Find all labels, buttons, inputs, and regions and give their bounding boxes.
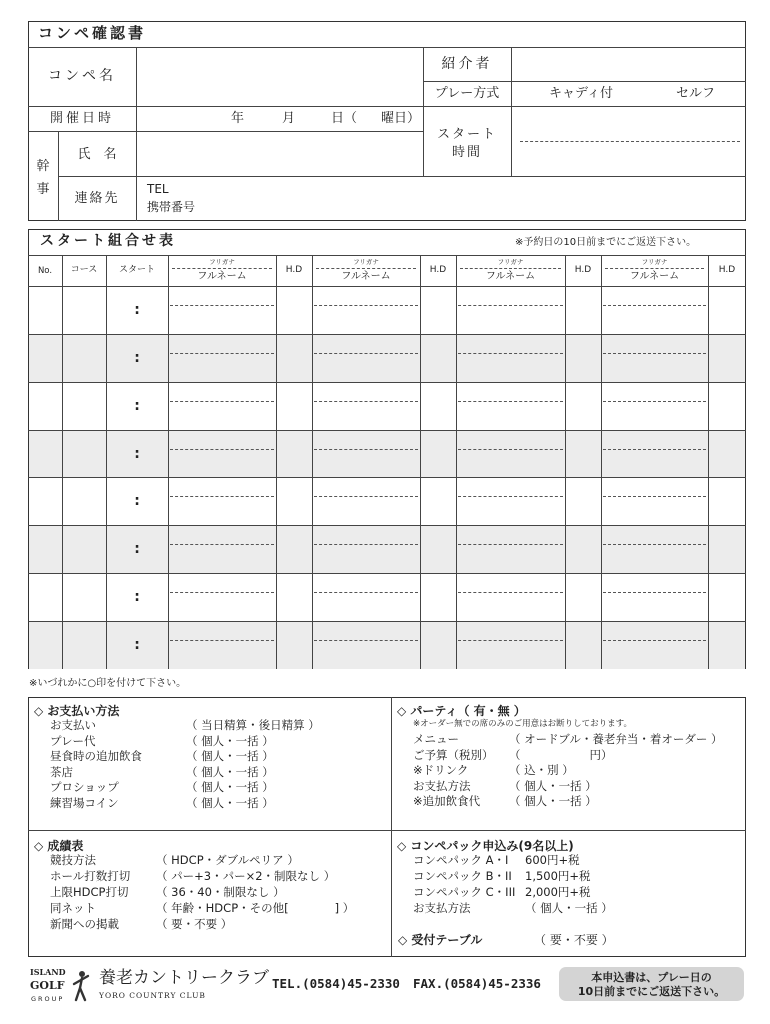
introducer-label: 紹介者 <box>441 56 493 72</box>
contact-label: 連絡先 <box>74 191 120 206</box>
date-weekday-unit: 曜日） <box>381 111 421 126</box>
furigana-line[interactable] <box>314 544 418 545</box>
golfer-icon <box>70 970 92 1002</box>
option-value[interactable]: （ 個人・一括 ） <box>186 795 274 810</box>
section-title <box>397 705 526 717</box>
option-value[interactable]: （ 要・不要 ） <box>156 917 233 931</box>
option-label: お支払方法 <box>413 778 471 793</box>
furigana-line[interactable] <box>314 449 418 450</box>
logo-text-bottom: GROUP <box>31 995 65 1003</box>
start-table-title: スタート組合せ表 <box>40 233 176 249</box>
row-divider <box>28 525 746 526</box>
option-value[interactable]: （ HDCP・ダブルペリア ） <box>156 853 299 867</box>
compe-name-label: コンペ名 <box>48 68 116 84</box>
header-hd: H.D <box>718 265 736 275</box>
header-furigana-line <box>172 268 272 269</box>
option-value[interactable]: （ 個人・一括 ） <box>186 764 274 779</box>
furigana-line[interactable] <box>314 305 418 306</box>
furigana-line[interactable] <box>458 401 563 402</box>
header-start: スタート <box>118 265 155 275</box>
play-style-label: プレー方式 <box>434 86 500 101</box>
option-label: 上限HDCP打切 <box>50 885 129 899</box>
section-title <box>34 705 119 717</box>
header-hd: H.D <box>285 265 303 275</box>
option-label: ご予算（税別） <box>413 747 494 762</box>
start-time-colon[interactable]: : <box>134 349 140 366</box>
option-label: 新聞への掲載 <box>50 917 119 931</box>
divider <box>423 81 746 82</box>
play-option-self[interactable]: セルフ <box>676 86 716 101</box>
furigana-line[interactable] <box>458 449 563 450</box>
club-name-en: YORO COUNTRY CLUB <box>99 991 206 1000</box>
start-time-label-1: スタート <box>436 127 497 142</box>
tel-label[interactable]: TEL <box>147 182 169 196</box>
option-label: ※追加飲食代 <box>413 794 481 808</box>
option-label: ※ドリンク <box>413 763 469 777</box>
section-note: ※オーダー無での席のみのご用意はお断りしております。 <box>413 719 632 729</box>
column-divider <box>456 255 457 669</box>
option-value[interactable]: （ 個人・一括 ） <box>509 778 597 793</box>
section-title-text: 成績表 <box>47 839 84 853</box>
furigana-line[interactable] <box>458 305 563 306</box>
organizer-name-label: 氏 名 <box>77 147 117 162</box>
option-value[interactable]: （ パー+3・パー×2・制限なし ） <box>156 869 336 883</box>
header-furigana: フリガナ <box>209 258 235 266</box>
option-label: 同ネット <box>50 901 96 915</box>
start-time-colon[interactable]: : <box>134 397 140 414</box>
column-divider <box>312 255 313 669</box>
return-notice-badge <box>559 967 744 1001</box>
header-furigana-line <box>316 268 416 269</box>
furigana-line[interactable] <box>170 640 274 641</box>
furigana-line[interactable] <box>314 496 418 497</box>
date-label: 開催日時 <box>49 111 114 126</box>
furigana-line[interactable] <box>170 544 274 545</box>
option-value[interactable]: 600円+税 <box>525 853 580 867</box>
option-value[interactable]: （ オードブル・養老弁当・着オーダー ） <box>509 732 723 746</box>
badge-line-1: 本申込書は、プレー日の <box>591 971 712 984</box>
date-month-unit: 月 <box>282 111 296 126</box>
section-title-text: お支払い方法 <box>47 704 120 718</box>
start-time-colon[interactable]: : <box>134 541 140 558</box>
option-value[interactable]: （ 個人・一括 ） <box>509 794 597 808</box>
start-time-colon[interactable]: : <box>134 302 140 318</box>
header-furigana-line <box>460 268 561 269</box>
start-time-colon[interactable]: : <box>134 445 140 462</box>
section-title-text: パーティ（ 有・無 ） <box>410 704 526 718</box>
furigana-line[interactable] <box>314 353 418 354</box>
option-label: 昼食時の追加飲食 <box>50 749 142 763</box>
logo-text-top: ISLAND <box>30 967 66 977</box>
form-title: コンペ確認書 <box>38 24 147 42</box>
column-divider <box>62 255 63 669</box>
furigana-line[interactable] <box>170 401 274 402</box>
date-year-unit: 年 <box>231 111 245 126</box>
option-label: コンペパック C・III <box>413 885 516 899</box>
option-label: 競技方法 <box>50 853 96 867</box>
reception-options[interactable]: （ 要・不要 ） <box>534 933 614 947</box>
play-option-caddie[interactable]: キャディ付 <box>549 86 613 101</box>
option-label: お支払方法 <box>413 901 471 915</box>
furigana-line[interactable] <box>170 592 274 593</box>
row-divider <box>28 382 746 383</box>
diamond-icon: ◇ <box>398 933 412 947</box>
furigana-line[interactable] <box>603 496 706 497</box>
header-furigana: フリガナ <box>641 258 668 266</box>
row-divider <box>28 430 746 431</box>
furigana-line[interactable] <box>458 592 563 593</box>
furigana-line[interactable] <box>458 640 563 641</box>
organizer-name-field[interactable] <box>137 132 422 175</box>
diamond-icon: ◇ <box>34 704 48 718</box>
reception-title-text: 受付テーブル <box>411 933 483 947</box>
furigana-line[interactable] <box>603 640 706 641</box>
divider <box>28 830 746 831</box>
column-divider <box>276 255 277 669</box>
row-divider <box>28 573 746 574</box>
option-label: 練習場コイン <box>50 795 119 810</box>
divider <box>58 176 746 177</box>
row-divider <box>28 621 746 622</box>
header-hd: H.D <box>429 265 447 275</box>
club-name: 養老カントリークラブ <box>99 968 269 988</box>
option-value[interactable]: 1,500円+税 <box>525 869 591 883</box>
header-course: コース <box>70 265 98 275</box>
divider <box>391 697 392 957</box>
option-value[interactable]: （ 年齢・HDCP・その他[ ] ） <box>156 901 355 915</box>
header-hd: H.D <box>574 265 592 275</box>
option-value[interactable]: （ 個人・一括 ） <box>525 901 613 915</box>
diamond-icon: ◇ <box>34 839 48 853</box>
section-title <box>397 840 574 852</box>
furigana-line[interactable] <box>603 592 706 593</box>
furigana-line[interactable] <box>314 592 418 593</box>
option-label: プロショップ <box>50 780 119 794</box>
section-title <box>34 840 83 852</box>
furigana-line[interactable] <box>603 305 706 306</box>
header-fullname: フルネーム <box>485 271 536 282</box>
header-furigana-line <box>605 268 704 269</box>
divider <box>28 255 746 256</box>
header-fullname: フルネーム <box>341 271 391 282</box>
divider <box>28 286 746 287</box>
row-divider <box>28 477 746 478</box>
option-value[interactable]: （ 個人・一括 ） <box>186 780 274 794</box>
diamond-icon: ◇ <box>397 704 411 718</box>
furigana-line[interactable] <box>170 353 274 354</box>
reception-title <box>398 934 482 946</box>
option-value[interactable]: （ 込・別 ） <box>509 763 574 777</box>
furigana-line[interactable] <box>314 640 418 641</box>
furigana-line[interactable] <box>603 401 706 402</box>
organizer-label-1: 事 <box>36 182 50 197</box>
start-time-colon[interactable]: : <box>134 493 140 510</box>
column-divider <box>106 255 107 669</box>
header-furigana: フリガナ <box>353 258 379 266</box>
header-no: No. <box>37 266 53 276</box>
option-value[interactable]: 2,000円+税 <box>525 885 591 899</box>
organizer-label-2: 幹 <box>36 159 50 174</box>
column-divider <box>708 255 709 669</box>
furigana-line[interactable] <box>314 401 418 402</box>
column-divider <box>565 255 566 669</box>
option-label: 茶店 <box>50 764 73 779</box>
header-furigana: フリガナ <box>497 258 524 266</box>
option-value[interactable]: （ 円） <box>509 747 613 762</box>
start-table-notice: ※予約日の10日前までにご返送下さい。 <box>515 237 697 248</box>
logo-text-mid: GOLF <box>30 979 65 992</box>
header-fullname: フルネーム <box>629 271 680 282</box>
option-value[interactable]: （ 36・40・制限なし ） <box>156 885 285 899</box>
start-time-colon[interactable]: : <box>134 589 140 606</box>
start-time-colon[interactable]: : <box>134 636 140 653</box>
furigana-line[interactable] <box>170 496 274 497</box>
option-label: プレー代 <box>50 733 96 748</box>
furigana-line[interactable] <box>170 305 274 306</box>
option-value[interactable]: （ 個人・一括 ） <box>186 733 274 748</box>
furigana-line[interactable] <box>170 449 274 450</box>
fax-number: FAX.(0584)45-2336 <box>413 976 541 991</box>
section-title-text: コンペパック申込み(9名以上) <box>410 839 574 853</box>
furigana-line[interactable] <box>458 544 563 545</box>
introducer-field[interactable] <box>512 48 745 80</box>
column-divider <box>420 255 421 669</box>
furigana-line[interactable] <box>458 496 563 497</box>
option-label: お支払い <box>50 718 96 732</box>
header-fullname: フルネーム <box>197 271 247 282</box>
mobile-label[interactable]: 携帯番号 <box>147 200 196 214</box>
column-divider <box>601 255 602 669</box>
furigana-line[interactable] <box>603 353 706 354</box>
option-label: メニュー <box>413 732 459 746</box>
option-value[interactable]: （ 当日精算・後日精算 ） <box>186 718 320 732</box>
option-label: コンペパック A・I <box>413 853 509 867</box>
divider <box>28 106 746 107</box>
start-time-label-2: 時間 <box>451 145 482 160</box>
start-time-line[interactable] <box>520 141 740 142</box>
island-golf-logo <box>30 968 94 1008</box>
tel-number: TEL.(0584)45-2330 <box>272 976 400 991</box>
furigana-line[interactable] <box>458 353 563 354</box>
date-day-unit: 日（ <box>331 111 358 126</box>
circle-note: ※いづれかに○印を付けて下さい。 <box>29 678 187 689</box>
diamond-icon: ◇ <box>397 839 411 853</box>
option-value[interactable]: （ 個人・一括 ） <box>186 749 274 763</box>
option-label: コンペパック B・II <box>413 869 512 883</box>
column-divider <box>168 255 169 669</box>
furigana-line[interactable] <box>603 544 706 545</box>
row-divider <box>28 334 746 335</box>
furigana-line[interactable] <box>603 449 706 450</box>
badge-line-2: 10日前までにご返送下さい。 <box>577 985 726 998</box>
compe-name-field[interactable] <box>137 48 422 105</box>
option-label: ホール打数打切 <box>50 869 131 883</box>
